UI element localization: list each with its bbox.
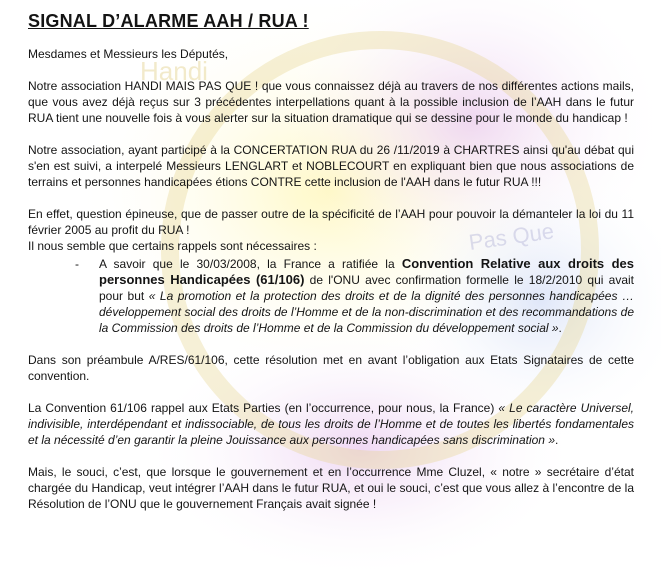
greeting: Mesdames et Messieurs les Députés, — [28, 47, 229, 61]
paragraph-convention-rappel — [28, 400, 634, 448]
paragraph-convention-end: . — [555, 433, 559, 447]
bullet-text-middle: de l'ONU avec confirmation formelle le 18/2/2010 qui avait pour but — [99, 273, 635, 303]
paragraph-convention-text: La Convention 61/106 rappel aux Etats Parties (en l’occurrence, pour nous, la France) — [28, 401, 499, 415]
watermark-text-pas-que: Pas Que — [467, 218, 556, 255]
watermark-text-handi: Handi — [140, 56, 208, 86]
paragraph-preambule: Dans son préambule A/RES/61/106, cette résolution met en avant l’obligation aux Etats Signataires de cette convention. — [28, 353, 634, 383]
bullet-dash: - — [75, 257, 79, 271]
paragraph-concertation: Notre association, ayant participé à la CONCERTATION RUA du 26 /11/2019 à CHARTRES ainsi qu'au débat qui s'en est suivi, a interpelé Messieurs LENGLART et NOBLECOURT en expliquant bien que nous associations de terrains et personnes handicapées étions CONTRE cette inclusion de l'AAH dans le futur RUA !!! — [28, 143, 634, 189]
page-title: SIGNAL D’ALARME AAH / RUA ! — [28, 11, 309, 31]
bullet-convention-title: Convention Relative aux droits des personnes Handicapées (61/106) — [99, 256, 635, 287]
list-item-convention — [28, 256, 634, 336]
paragraph-souci: Mais, le souci, c’est, que lorsque le gouvernement et en l’occurrence Mme Cluzel, « notre » secrétaire d’état chargée du Handicap, veut intégrer l’AAH dans le futur RUA, et oui le souci, c’est que vous allez à l’encontre de la Résolution de l’ONU que le gouvernement Français avait signée ! — [28, 465, 634, 511]
bullet-end: . — [558, 321, 562, 335]
paragraph-aah: En effet, question épineuse, que de passer outre de la spécificité de l’AAH pour pouvoir la démanteler la loi du 11 février 2005 au profit du RUA ! — [28, 207, 634, 237]
paragraph-rappels: Il nous semble que certains rappels sont nécessaires : — [28, 239, 317, 253]
bullet-text-start: A savoir que le 30/03/2008, la France a ratifiée la — [99, 257, 402, 271]
paragraph-intro: Notre association HANDI MAIS PAS QUE ! que vous connaissez déjà au travers de nos différentes actions mails, que vous avez déjà reçus sur 3 précédentes interpellations quant à la possible inclusion de l’AAH dans le futur RUA tient une nouvelle fois à vous alerter sur la situation dramatique qui se dessine pour le monde du handicap ! — [28, 79, 634, 125]
document-body — [28, 8, 634, 528]
bullet-quote: « La promotion et la protection des droits et de la dignité des personnes handicapées … développement social des droits de l’Homme et de la non-discrimination et des recommandations de la Commission des droits de l’Homme et de la Commission du développement social » — [99, 289, 634, 335]
paragraph-convention-quote: « Le caractère Universel, indivisible, interdépendant et indissociable, de tous les droits de l’Homme et de toutes les libertés fondamentales et la nécessité d’en garantir la pleine Jouissance aux personnes handicapées sans discrimination » — [28, 401, 634, 447]
